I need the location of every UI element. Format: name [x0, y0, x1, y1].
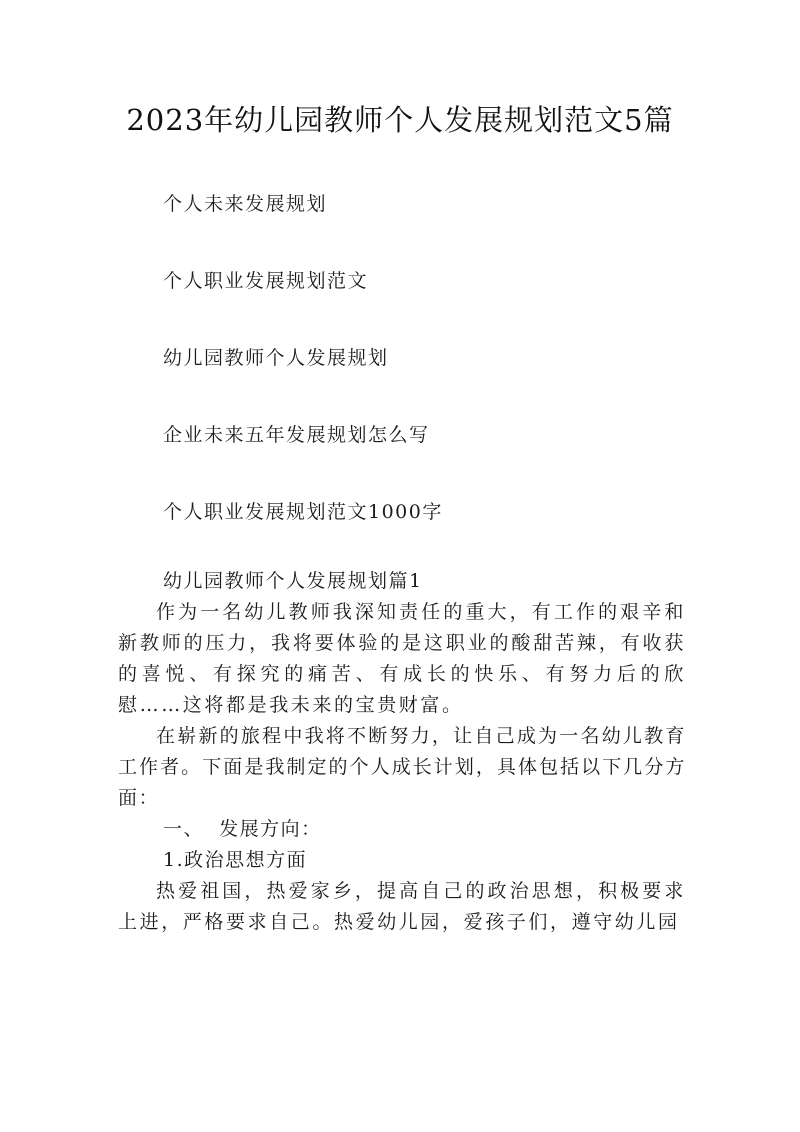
heading-development-direction: 一、 发展方向： — [163, 818, 322, 840]
heading-political-thought: 1.政治思想方面 — [163, 849, 308, 871]
section-title: 幼儿园教师个人发展规划篇1 — [163, 570, 423, 592]
paragraph: 作为一名幼儿教师我深知责任的重大，有工作的艰辛和新教师的压力，我将要体验的是这职业的酸甜苦辣，有收获的喜悦、有探究的痛苦、有成长的快乐、有努力后的欣慰……这将都是我未来的宝贵财富。 — [118, 601, 686, 716]
related-link-item[interactable]: 企业未来五年发展规划怎么写 — [163, 424, 430, 446]
related-link-item[interactable]: 幼儿园教师个人发展规划 — [163, 347, 389, 369]
related-link-item[interactable]: 个人职业发展规划范文1000字 — [163, 501, 443, 523]
paragraph: 热爱祖国，热爱家乡，提高自己的政治思想，积极要求上进，严格要求自己。热爱幼儿园，爱孩子们，遵守幼儿园 — [118, 880, 686, 933]
related-link-item[interactable]: 个人职业发展规划范文 — [163, 270, 369, 292]
article-body — [118, 567, 686, 938]
paragraph: 在崭新的旅程中我将不断努力，让自己成为一名幼儿教育工作者。下面是我制定的个人成长计划，具体包括以下几分方面： — [118, 725, 686, 809]
document-title: 2023年幼儿园教师个人发展规划范文5篇 — [126, 103, 674, 137]
related-link-item[interactable]: 个人未来发展规划 — [163, 193, 328, 215]
related-links-list — [163, 190, 443, 575]
